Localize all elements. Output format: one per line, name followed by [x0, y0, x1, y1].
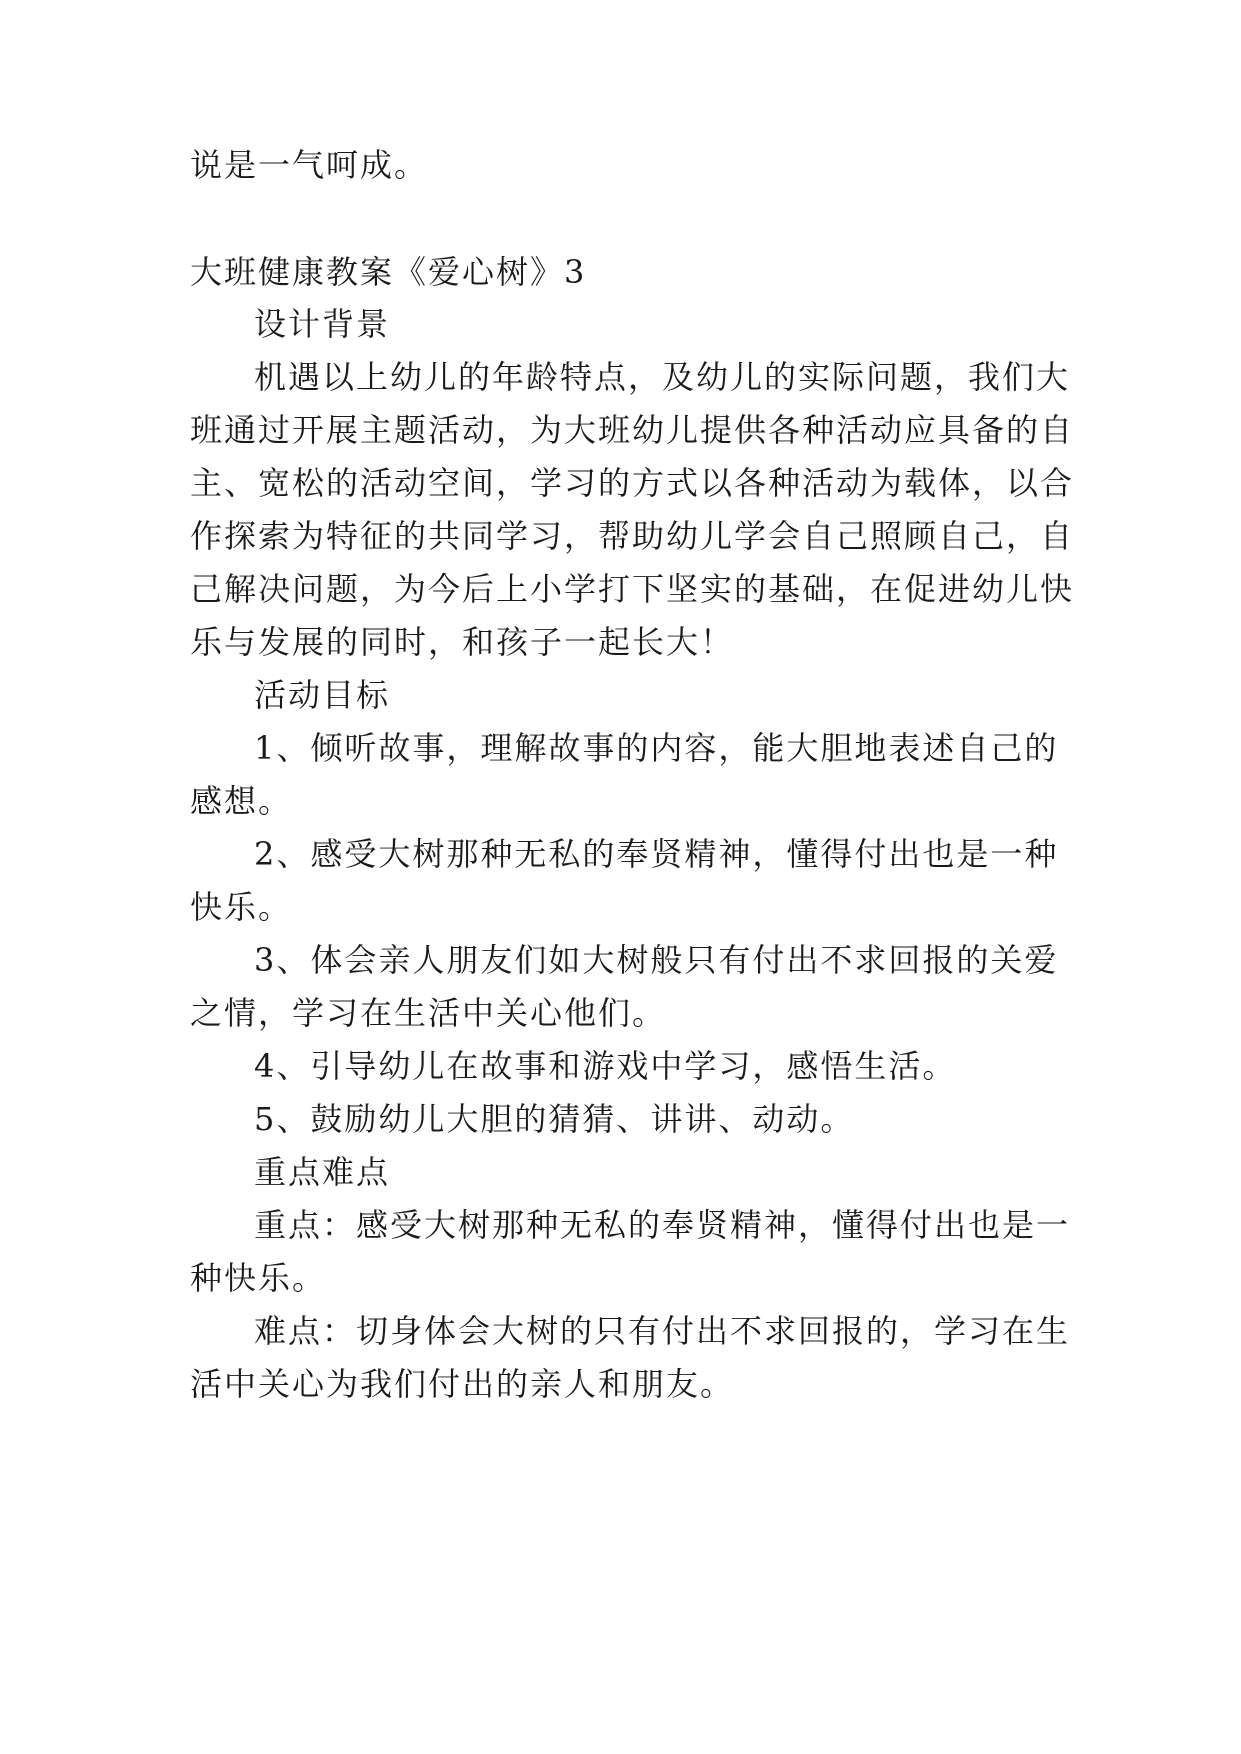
background-heading: 设计背景 — [254, 305, 391, 343]
paragraph-line: 作探索为特征的共同学习，帮助幼儿学会自己照顾自己，自 — [190, 517, 1075, 555]
goal-item-3: 3、体会亲人朋友们如大树般只有付出不求回报的关爱 — [254, 941, 1059, 979]
goal-item-5: 5、鼓励幼儿大胆的猜猜、讲讲、动动。 — [254, 1100, 855, 1138]
document-title: 大班健康教案《爱心树》3 — [190, 253, 587, 291]
key-point-cont: 种快乐。 — [190, 1259, 327, 1297]
paragraph-line: 机遇以上幼儿的年龄特点，及幼儿的实际问题，我们大 — [254, 358, 1071, 396]
paragraph-line: 班通过开展主题活动，为大班幼儿提供各种活动应具备的自 — [190, 411, 1075, 449]
paragraph-line: 主、宽松的活动空间，学习的方式以各种活动为载体，以合 — [190, 464, 1075, 502]
paragraph-line: 乐与发展的同时，和孩子一起长大！ — [190, 623, 735, 661]
key-point: 重点：感受大树那种无私的奉贤精神，懂得付出也是一 — [254, 1206, 1071, 1244]
goal-item-3-cont: 之情，学习在生活中关心他们。 — [190, 994, 667, 1032]
goal-item-4: 4、引导幼儿在故事和游戏中学习，感悟生活。 — [254, 1047, 957, 1085]
goal-item-2: 2、感受大树那种无私的奉贤精神，懂得付出也是一种 — [254, 835, 1059, 873]
difficulty-point: 难点：切身体会大树的只有付出不求回报的，学习在生 — [254, 1312, 1071, 1350]
key-heading: 重点难点 — [254, 1153, 391, 1191]
goal-item-1: 1、倾听故事，理解故事的内容，能大胆地表述自己的 — [254, 729, 1059, 767]
goal-item-1-cont: 感想。 — [190, 782, 293, 820]
goal-item-2-cont: 快乐。 — [190, 888, 293, 926]
goals-heading: 活动目标 — [254, 676, 391, 714]
paragraph-line: 己解决问题，为今后上小学打下坚实的基础，在促进幼儿快 — [190, 570, 1075, 608]
continuation-text: 说是一气呵成。 — [190, 146, 429, 184]
difficulty-point-cont: 活中关心为我们付出的亲人和朋友。 — [190, 1365, 735, 1403]
